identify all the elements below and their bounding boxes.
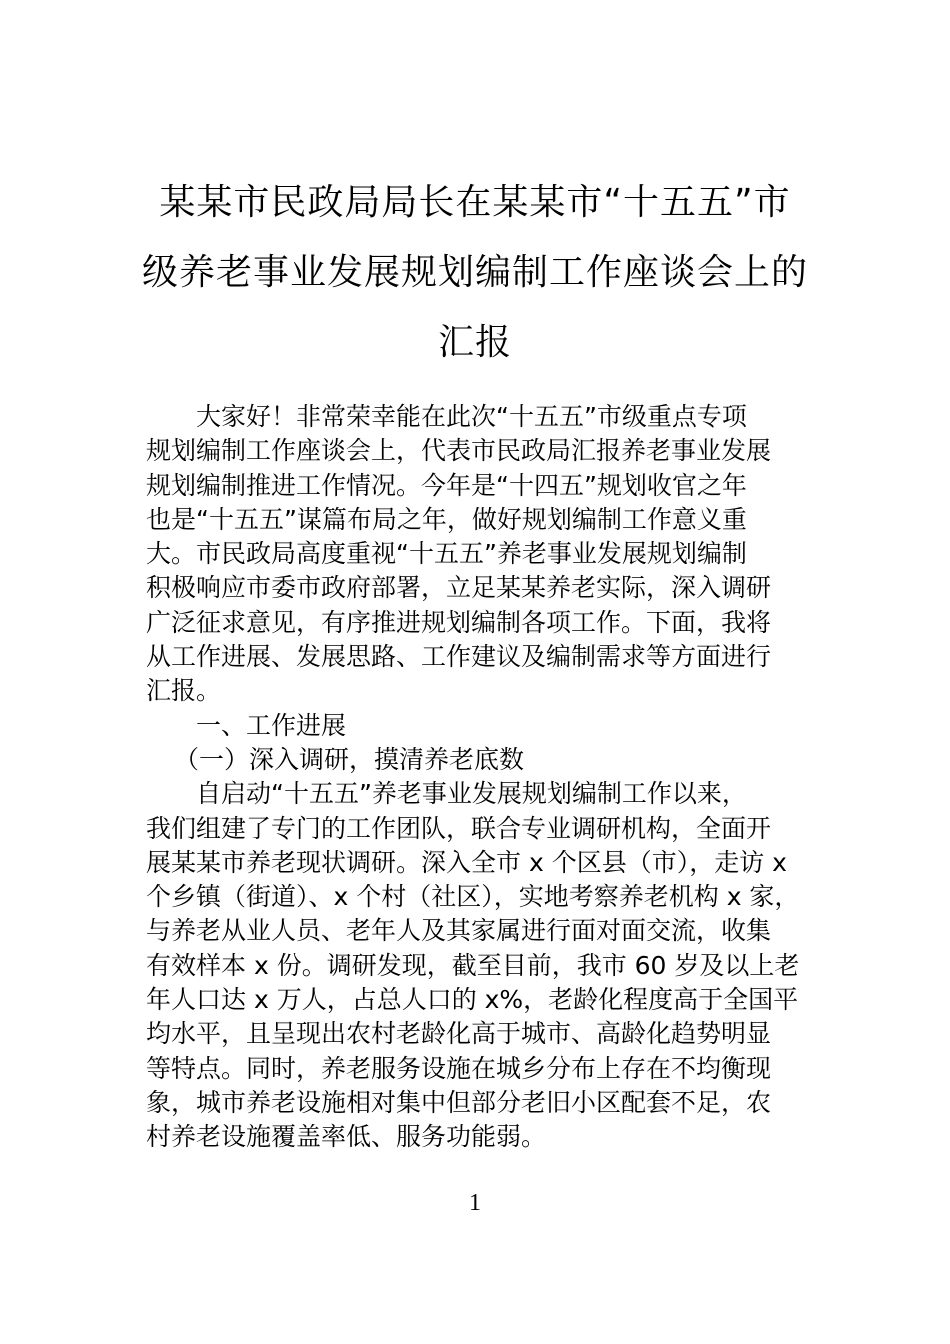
section-heading [146,709,806,743]
document-body [146,400,806,1155]
subsection-heading [146,743,806,777]
text-line: 有效样本 x 份。调研发现，截至目前，我市 60 岁及以上老 [146,950,800,980]
text-line: 大。市民政局高度重视“十五五”养老事业发展规划编制 [146,539,747,569]
text-line: 均水平，且呈现出农村老龄化高于城市、高龄化趋势明显 [146,1019,772,1049]
text-line: 村养老设施覆盖率低、服务功能弱。 [146,1122,547,1152]
section-heading-text: 一、工作进展 [196,710,347,740]
text-line: 自启动“十五五”养老事业发展规划编制工作以来， [196,779,747,809]
intro-paragraph [146,400,806,709]
text-line: 展某某市养老现状调研。深入全市 x 个区县（市），走访 x [146,847,787,877]
title-line: 某某市民政局局长在某某市“十五五”市 [159,182,791,223]
text-line: 规划编制工作座谈会上，代表市民政局汇报养老事业发展 [146,436,772,466]
document-title [100,168,850,378]
subsection-heading-text: （一）深入调研，摸清养老底数 [174,744,525,774]
text-line: 个乡镇（街道）、x 个村（社区），实地考察养老机构 x 家， [146,882,800,912]
text-line: 象，城市养老设施相对集中但部分老旧小区配套不足，农 [146,1087,772,1117]
text-line: 广泛征求意见，有序推进规划编制各项工作。下面，我将 [146,607,772,637]
text-line: 积极响应市委市政府部署，立足某某养老实际，深入调研 [146,573,772,603]
text-line: 年人口达 x 万人，占总人口的 x%，老龄化程度高于全国平 [146,985,799,1015]
text-line: 也是“十五五”谋篇布局之年，做好规划编制工作意义重 [146,504,747,534]
text-line: 规划编制推进工作情况。今年是“十四五”规划收官之年 [146,470,747,500]
text-line: 与养老从业人员、老年人及其家属进行面对面交流，收集 [146,916,772,946]
text-line: 从工作进展、发展思路、工作建议及编制需求等方面进行 [146,642,772,672]
page-number: 1 [469,1190,481,1216]
text-line: 等特点。同时，养老服务设施在城乡分布上存在不均衡现 [146,1053,772,1083]
text-line: 我们组建了专门的工作团队，联合专业调研机构，全面开 [146,813,772,843]
title-line: 汇报 [437,322,512,363]
text-line: 大家好！非常荣幸能在此次“十五五”市级重点专项 [196,402,747,431]
body-paragraph [146,777,806,1154]
text-line: 汇报。 [146,676,222,706]
title-line: 级养老事业发展规划编制工作座谈会上的 [141,252,808,293]
